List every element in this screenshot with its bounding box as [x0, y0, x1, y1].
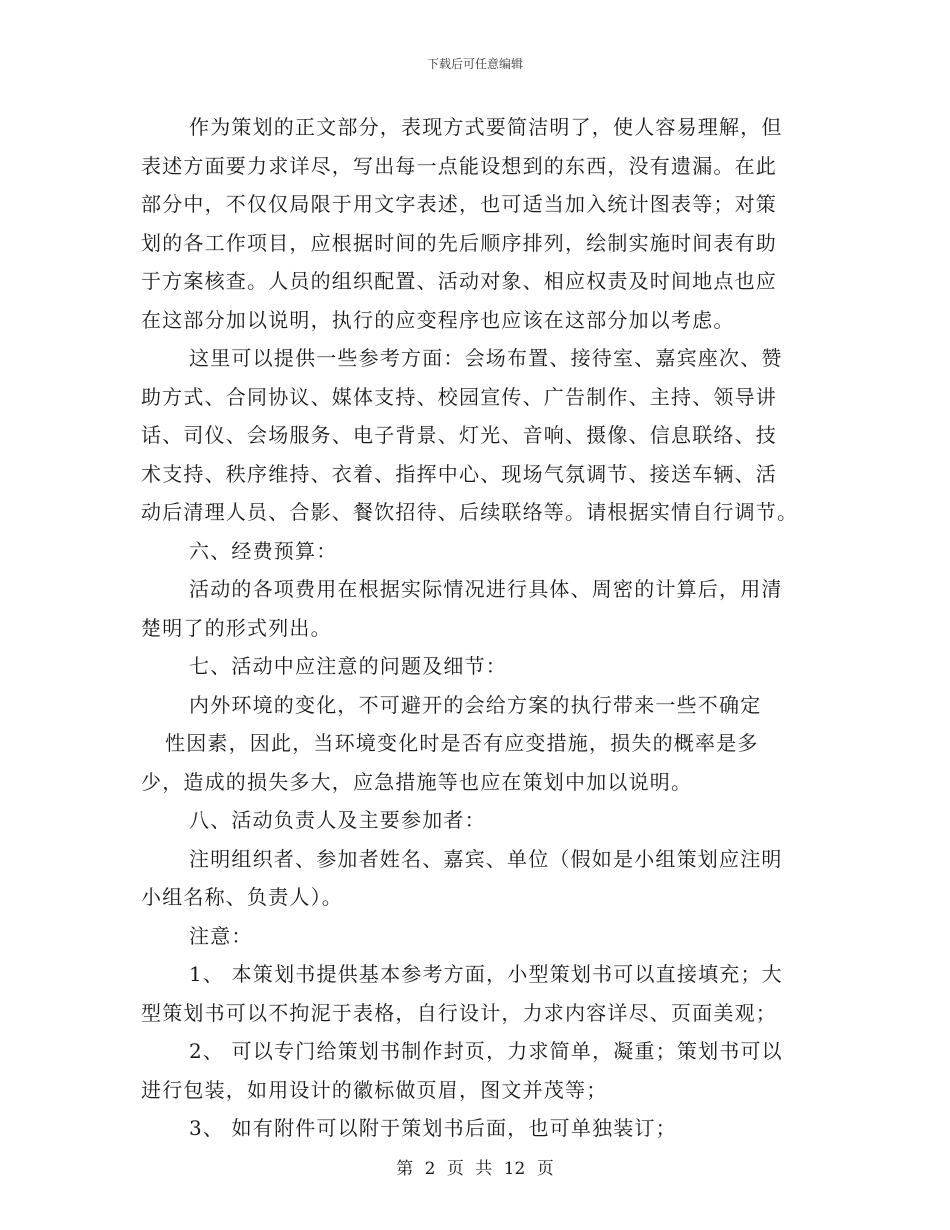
text-line: 助方式、合同协议、媒体支持、校园宣传、广告制作、主持、领导讲 [141, 384, 777, 409]
text-line: 作为策划的正文部分，表现方式要简洁明了，使人容易理解，但 [189, 115, 783, 139]
page-header: 下载后可任意编辑 [426, 57, 523, 71]
text-line: 在这部分加以说明，执行的应变程序也应该在这部分加以考虑。 [141, 307, 735, 332]
text-line: 少，造成的损失多大，应急措施等也应在策划中加以说明。 [141, 769, 693, 794]
text-line: 部分中，不仅仅局限于用文字表述，也可适当加入统计图表等；对策 [141, 192, 777, 216]
text-line: 术支持、秩序维持、衣着、指挥中心、现场气氛调节、接送车辆、活 [141, 461, 777, 486]
document-body [141, 108, 813, 1148]
text-line: 话、司仪、会场服务、电子背景、灯光、音响、摄像、信息联络、技 [141, 423, 777, 447]
text-line: 注明组织者、参加者姓名、嘉宾、单位（假如是小组策划应注明 [189, 846, 783, 871]
text-line: 这里可以提供一些参考方面：会场布置、接待室、嘉宾座次、赞 [189, 346, 783, 370]
list-item: 3、 如有附件可以附于策划书后面，也可单独装订； [189, 1116, 677, 1140]
text-line: 于方案核查。人员的组织配置、活动对象、相应权责及时间地点也应 [141, 269, 777, 293]
text-line: 楚明了的形式列出。 [141, 615, 332, 640]
list-item: 2、 可以专门给策划书制作封页，力求简单，凝重；策划书可以 [189, 1039, 783, 1063]
section-heading: 八、活动负责人及主要参加者： [189, 808, 486, 832]
page-footer: 第 2 页 共 12 页 [396, 1159, 554, 1179]
text-line: 内外环境的变化，不可避开的会给方案的执行带来一些不确定 [189, 692, 762, 717]
text-line: 划的各工作项目，应根据时间的先后顺序排列，绘制实施时间表有助 [141, 230, 777, 255]
text-line: 表述方面要力求详尽，写出每一点能设想到的东西，没有遗漏。在此 [141, 153, 777, 178]
list-item: 1、 本策划书提供基本参考方面，小型策划书可以直接填充；大 [189, 962, 783, 986]
text-line: 动后清理人员、合影、餐饮招待、后续联络等。请根据实情自行调节。 [141, 500, 799, 524]
text-line: 型策划书可以不拘泥于表格，自行设计，力求内容详尽、页面美观； [141, 1000, 777, 1025]
text-line: 进行包装，如用设计的徽标做页眉，图文并茂等； [141, 1077, 608, 1102]
text-line: 小组名称、负责人）。 [141, 885, 343, 909]
section-heading: 七、活动中应注意的问题及细节： [189, 654, 507, 678]
text-line: 性因素，因此，当环境变化时是否有应变措施，损失的概率是多 [165, 731, 759, 755]
section-heading: 六、经费预算： [189, 538, 338, 563]
section-heading: 注意： [189, 923, 253, 948]
text-line: 活动的各项费用在根据实际情况进行具体、周密的计算后，用清 [189, 577, 783, 601]
